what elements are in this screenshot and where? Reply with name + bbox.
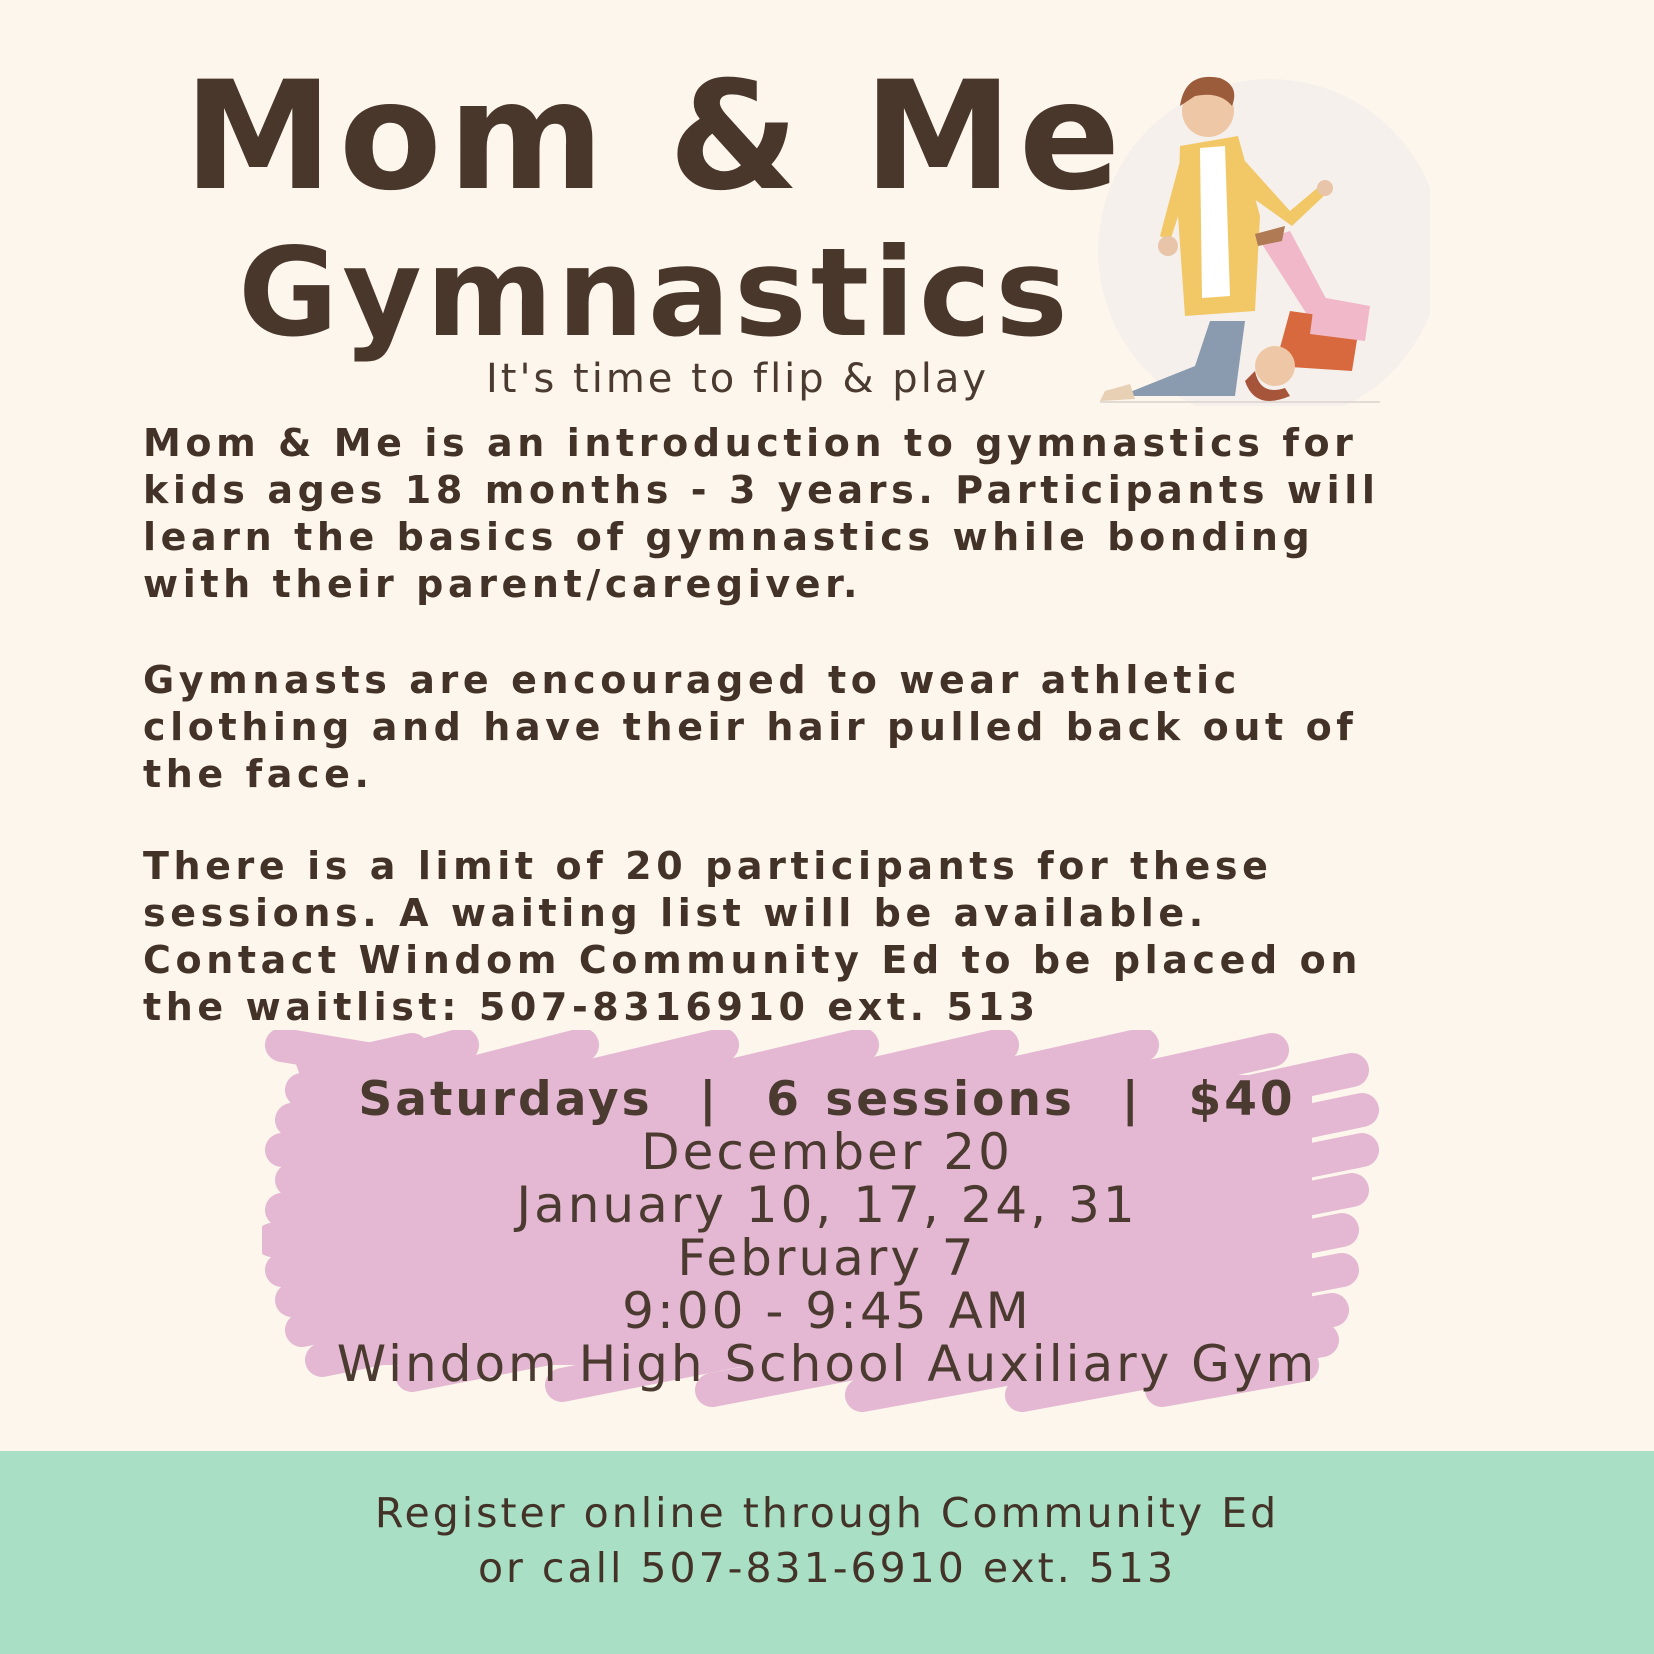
schedule-heading: Saturdays | 6 sessions | $40 — [358, 1072, 1296, 1127]
text-line: the waitlist: 507-8316910 ext. 513 — [143, 985, 1040, 1029]
text-line: clothing and have their hair pulled back out of — [143, 705, 1358, 749]
footer-band — [0, 1451, 1654, 1654]
limit-paragraph — [143, 843, 1543, 1031]
text-line: There is a limit of 20 participants for these — [143, 844, 1273, 888]
schedule-date-february: February 7 — [677, 1229, 977, 1287]
text-line: Gymnasts are encouraged to wear athletic — [143, 658, 1241, 702]
text-line: Mom & Me is an introduction to gymnastics for — [143, 421, 1358, 465]
register-text: Register online through Community Ed — [374, 1489, 1280, 1537]
text-line: the face. — [143, 752, 374, 796]
schedule-time: 9:00 - 9:45 AM — [622, 1282, 1032, 1340]
title-line-2: Gymnastics — [238, 222, 1072, 364]
text-line: with their parent/caregiver. — [143, 562, 863, 606]
phone-text: or call 507-831-6910 ext. 513 — [477, 1544, 1177, 1592]
schedule-location: Windom High School Auxiliary Gym — [336, 1335, 1318, 1393]
text-line: learn the basics of gymnastics while bonding — [143, 515, 1315, 559]
text-line: Contact Windom Community Ed to be placed on — [143, 938, 1363, 982]
schedule-date-january: January 10, 17, 24, 31 — [516, 1176, 1138, 1234]
clothing-paragraph — [143, 657, 1543, 798]
tagline: It's time to flip & play — [486, 356, 989, 402]
title-line-1: Mom & Me — [183, 50, 1127, 224]
text-line: kids ages 18 months - 3 years. Participants will — [143, 468, 1380, 512]
parent-and-child-gymnastics-illustration — [1060, 66, 1430, 406]
schedule-date-december: December 20 — [641, 1123, 1013, 1181]
intro-paragraph — [143, 420, 1543, 608]
text-line: sessions. A waiting list will be available. — [143, 891, 1208, 935]
